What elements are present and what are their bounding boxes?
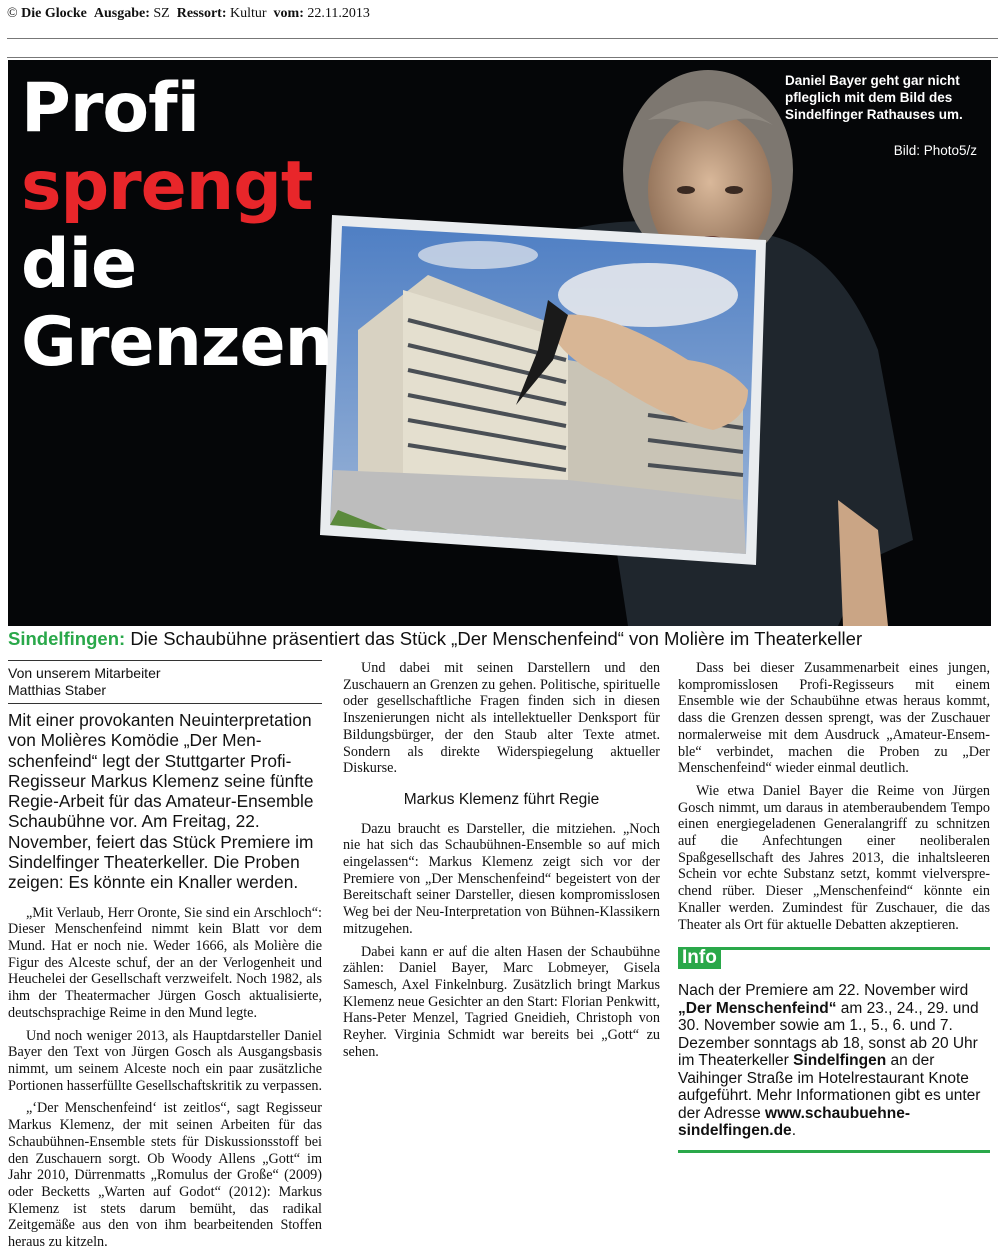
body-paragraph: Dass bei dieser Zusammenarbeit eines jungen, kompromisslosen Profi-Regisseurs mit einem Ensemble wie der Schaubühne etwas heraus kommt, dass die Grenzen dessen sprengt, was der Zuschauer normalerweise mit dem Ausdruck „Amateur-Ensemble“ verbindet, machen die Proben zu „Der Menschenfeind“ wieder einmal deutlich. <box>678 660 990 777</box>
section: Kultur <box>229 6 267 21</box>
article-column-3 <box>678 660 990 1153</box>
info-box <box>678 947 990 1153</box>
info-website-link[interactable]: www.schaubuehne-sindelfingen.de <box>678 1104 911 1140</box>
section-label: Ressort: <box>176 6 227 21</box>
divider <box>7 38 998 39</box>
info-text-part: an der Vaihinger Straße im Hotelrestaurant Knote aufgeführt. Mehr Informationen gibt es unter der Adresse <box>678 1052 981 1122</box>
dateline-location: Sindelfingen: <box>8 628 126 649</box>
info-location: Sindelfingen <box>793 1052 887 1070</box>
body-paragraph: „‘Der Menschenfeind‘ ist zeitlos“, sagt Regisseur Markus Klemenz, der mit seinen Arbeiten für das Schaubühnen-Ensemble stets für Diskussionsstoff bei den Zuschauern sorgt. Ob Woody Allens „Gott“ im Jahr 2010, Dürrenmatts „Romulus der Große“ (2009) oder Becketts „Warten auf Godot“ (2012): Markus Klemenz ist stets darum bemüht, das radikal Zeitgemäße aus den von ihm bearbeitenden Stoffen heraus zu kitzeln. <box>8 1100 322 1251</box>
article-column-1 <box>8 660 322 1251</box>
edition-label: Ausgabe: <box>93 6 150 21</box>
body-paragraph: „Mit Verlaub, Herr Oronte, Sie sind ein Arschloch“: Dieser Menschenfeind nimmt kein Blatt vor dem Mund. Hat er noch nie. Weder 1666, als Molière die Figur des Alceste schuf, der an der Verlogenheit und Heuchelei der Gesellschaft verzweifelt. Noch 1982, als ihm der Theatermacher Jürgen Gosch aktualisierte, deutschsprachige Reime in den Mund legte. <box>8 904 322 1021</box>
byline <box>8 661 322 703</box>
body-paragraph: Und dabei mit seinen Darstellern und den Zuschauern an Grenzen zu gehen. Politische, spirituelle oder gesellschaftliche Fragen finden sich in diesen Inszenierungen nicht als intellektueller Denksport für Bildungsbürger, der den Staub alter Texte atmet. Sondern als direkte Widerspiegelung aktueller Diskurse. <box>343 660 660 777</box>
info-text <box>678 982 990 1140</box>
photo-credit: Bild: Photo5/z <box>893 143 977 158</box>
subheadline-text: Die Schaubühne präsentiert das Stück „Der Menschenfeind“ von Molière im Theaterkeller <box>130 628 863 649</box>
info-text-part: . <box>791 1122 796 1140</box>
edition: SZ <box>153 6 170 21</box>
info-text-part: Nach der Premiere am 22. November wird <box>678 982 969 1000</box>
copyright-symbol: © <box>7 6 18 21</box>
intertitle: Markus Klemenz führt Regie <box>403 790 600 808</box>
subheadline <box>8 628 862 650</box>
body-paragraph: Und noch weniger 2013, als Hauptdarsteller Daniel Bayer den Text von Jürgen Gosch als Ausgangsbasis nimmt, um seinem Alceste noch ein paar zusätzliche Portionen hasserfüllte Gesellschaftskritik zu verpassen. <box>8 1027 323 1094</box>
divider <box>8 703 322 704</box>
byline-intro: Von unserem Mitarbeiter <box>8 665 161 681</box>
body-paragraph: Dazu braucht es Darsteller, die mitziehen. „Noch nie hat sich das Schaubühnen-Ensemble so auf mich eingelassen“: Markus Klemenz zeigt sich vor der Premiere von „Der Menschenfeind“ begeistert von der Bereitschaft seiner Darsteller, diesen kompromisslosen Weg bei der Neu-Interpretation von Bühnen-Klassikern mitzugehen. <box>343 820 660 937</box>
headline-line: Grenzen <box>21 303 332 382</box>
info-play-title: „Der Menschenfeind“ <box>678 999 837 1017</box>
date-label: vom: <box>273 6 304 21</box>
photo-caption: Daniel Bayer geht gar nicht pfleglich mit dem Bild des Sindelfinger Rathauses um. <box>785 73 963 122</box>
headline-line: Profi <box>21 69 199 148</box>
body-paragraph: Dabei kann er auf die alten Hasen der Schaubühne zählen: Daniel Bayer, Marc Lobmeyer, Gisela Samesch, Axel Finkelnburg. Zusätzlich bringt Markus Klemenz neue Gesichter an den Start: Florian Penkwitt, Hans-Peter Menzel, Tagried Gneidieh, Christoph von Reyher. Virginia Schmidt war bereits bei „Gott“ zu sehen. <box>343 943 660 1060</box>
article-column-2 <box>343 660 660 1060</box>
headline-line-highlight: sprengt <box>21 147 313 226</box>
body-paragraph: Wie etwa Daniel Bayer die Reime von Jürgen Gosch nimmt, um daraus in atemberaubendem Tempo einen energiegeladenen Generalangriff zu schnitzen auf die Anfechtungen einer neoliberalen Spaßgesellschaft des Jahres 2013, die inhaltsleeren Schein vor echte Substanz setzt, kommt vielversprechend rüber. Dieser „Menschenfeind“ könnte ein Knaller werden. Zumindest für Zuschauer, die das Theater als Ort für aktuelle Debatten akzeptieren. <box>678 782 990 933</box>
info-text-part: am 23., 24., 29. und 30. November sowie am 1., 5., 6. und 7. Dezember sonntags ab 18, sonst ab 20 Uhr im Theaterkeller <box>678 999 979 1070</box>
date: 22.11.2013 <box>307 6 370 21</box>
info-bottom-rule <box>678 1150 990 1153</box>
divider <box>7 57 998 58</box>
article-photo <box>8 60 991 626</box>
headline-line: die <box>21 225 137 304</box>
publisher: Die Glocke <box>21 6 87 21</box>
byline-author: Matthias Staber <box>8 682 107 698</box>
lead-paragraph: Mit einer provokanten Neuinterpretation von Molières Komödie „Der Menschenfeind“ legt der Stuttgarter Profi-Regisseur Markus Klemenz seine fünfte Regie-Arbeit für das Amateur-Ensemble Schaubühne vor. Am Freitag, 22. November, feiert das Stück Premiere im Sindelfinger Theaterkeller. Die Proben zeigen: Es könnte ein Knaller werden. <box>8 710 314 893</box>
headline <box>21 70 332 382</box>
info-tag: Info <box>678 947 721 969</box>
info-header-rule <box>678 947 990 972</box>
source-line <box>7 6 370 22</box>
